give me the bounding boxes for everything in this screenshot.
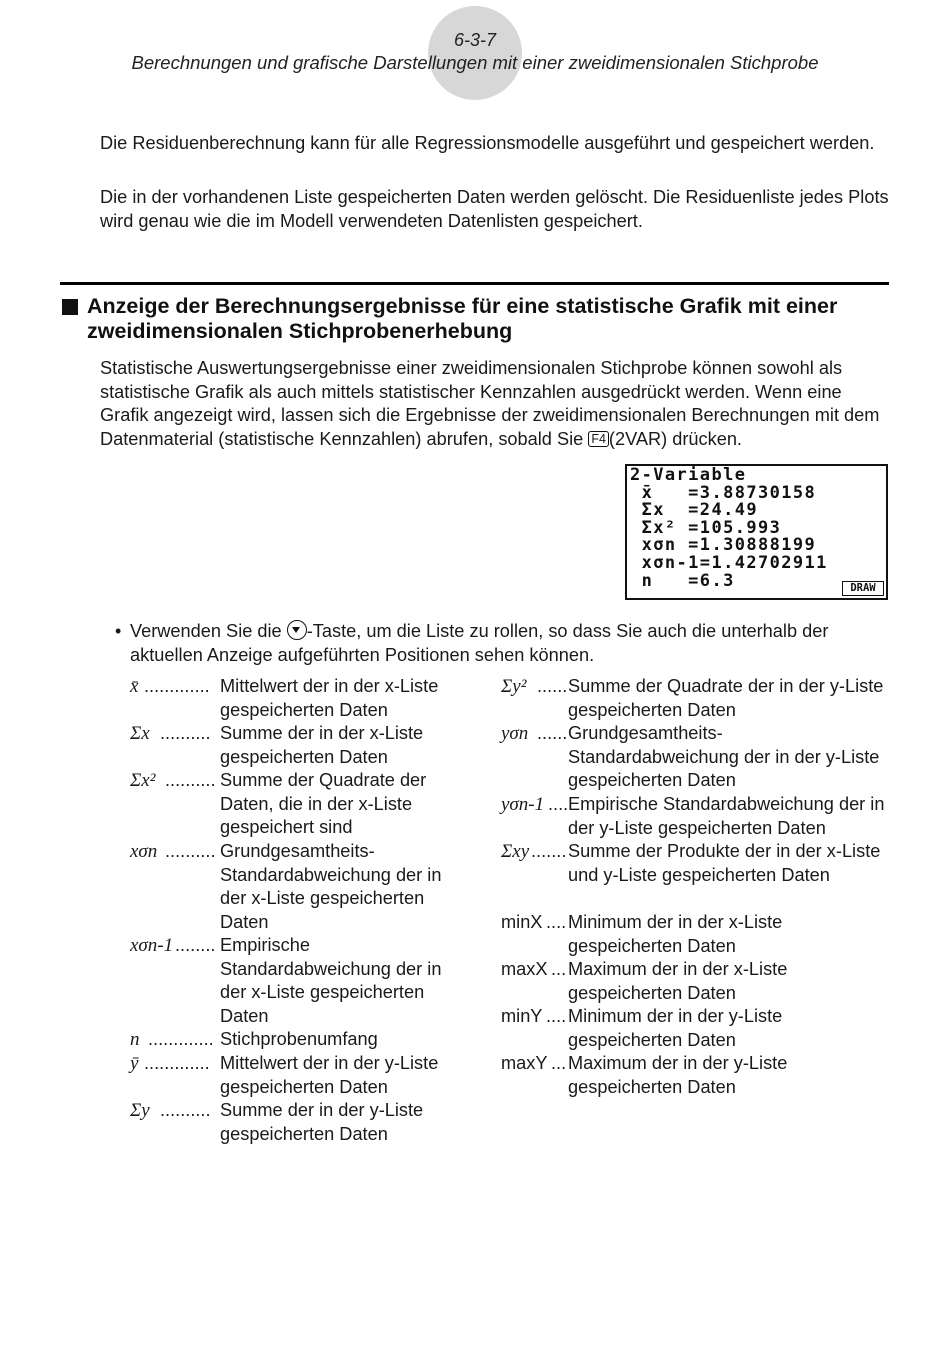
definition-text: Maximum der in der x-Liste gespeicherten Daten [568, 959, 788, 1003]
cursor-down-key-icon [287, 620, 307, 640]
section-body-suffix: (2VAR) drücken. [608, 428, 742, 449]
bullet-text-start: Verwenden Sie die [130, 621, 287, 641]
definition-symbol: Σx [130, 723, 150, 744]
definition-leader: ...... [537, 723, 568, 743]
screen-line: n =6.3 [630, 570, 735, 591]
definition-text: Summe der Produkte der in der x-Liste und y-Liste gespeicherten Daten [568, 841, 881, 885]
section-heading: Anzeige der Berechnungsergebnisse für eine statistische Grafik mit einer zweidimensionalen Stichprobenerhebung [87, 294, 838, 343]
bullet-text-end: -Taste, um die Liste zu rollen, so dass Sie auch die unterhalb der aktuellen Anzeige aufgeführten Positionen sehen können. [130, 621, 829, 665]
definition-text: Grundgesamtheits-Standardabweichung der in der y-Liste gespeicherten Daten [568, 723, 880, 790]
screen-line: xσn =1.30888199 [630, 535, 817, 556]
definition-symbol: n [130, 1029, 140, 1050]
definition-symbol: Σy [130, 1100, 150, 1121]
definition-leader: ...... [537, 676, 568, 696]
definition-leader: .......... [165, 770, 216, 790]
definition-symbol: yσn [501, 723, 529, 744]
screen-line: Σx =24.49 [630, 500, 758, 521]
section-bullet-square-icon [62, 299, 78, 315]
definition-leader: ............. [144, 676, 210, 696]
definition-text: Empirische Standardabweichung der in der x-Liste gespeicherten Daten [220, 935, 442, 1026]
intro-paragraph-1: Die Residuenberechnung kann für alle Regressionsmodelle ausgeführt und gespeichert werden. [100, 133, 875, 153]
screen-line: xσn-1=1.42702911 [630, 552, 828, 573]
bullet-paragraph [130, 620, 890, 667]
screen-line: 2-Variable [630, 465, 747, 485]
definition-leader: .... [548, 794, 569, 814]
definition-text: Summe der in der x-Liste gespeicherten Daten [220, 723, 424, 767]
bullet-dot: • [115, 621, 122, 641]
definition-symbol: maxX [501, 959, 548, 979]
definition-text: Mittelwert der in der x-Liste gespeicherten Daten [220, 676, 439, 720]
definition-symbol: x̄ [130, 676, 139, 697]
section-body-text: Statistische Auswertungsergebnisse einer zweidimensionalen Stichprobe können sowohl als statistische Grafik als auch mittels statistischer Kennzahlen ausgedrückt werden. Wenn eine Grafik angezeigt wird, lassen sich die Ergebnisse der zweidimensionalen Berechnungen mit dem Datenmaterial (statistische Kennzahlen) abrufen, sobald Sie [100, 358, 880, 449]
definition-text: Empirische Standardabweichung der in der y-Liste gespeicherten Daten [568, 794, 885, 838]
definition-text: Summe der Quadrate der Daten, die in der x-Liste gespeichert sind [220, 770, 427, 837]
section-divider [60, 282, 889, 285]
definition-text: Minimum der in der y-Liste gespeicherten Daten [568, 1006, 783, 1050]
definition-symbol: ȳ [130, 1053, 139, 1074]
definition-symbol: minY [501, 1006, 543, 1026]
definition-text: Grundgesamtheits-Standardabweichung der in der x-Liste gespeicherten Daten [220, 841, 442, 932]
definition-text: Minimum der in der x-Liste gespeicherten Daten [568, 912, 783, 956]
definition-leader: ............. [144, 1053, 210, 1073]
f4-key-icon: F4 [588, 431, 609, 447]
screen-line: x̄ =3.88730158 [630, 482, 817, 503]
page-header-title: Berechnungen und grafische Darstellungen mit einer zweidimensionalen Stichprobe [131, 52, 819, 73]
definition-leader: .......... [160, 1100, 211, 1120]
definition-symbol: Σxy [501, 841, 530, 862]
definition-symbol: xσn [130, 841, 158, 862]
calculator-screen [625, 464, 888, 600]
definition-leader: .......... [160, 723, 211, 743]
definition-symbol: minX [501, 912, 543, 932]
definition-text: Mittelwert der in der y-Liste gespeicherten Daten [220, 1053, 439, 1097]
intro-paragraph-2: Die in der vorhandenen Liste gespeicherten Daten werden gelöscht. Die Residuenliste jedes Plots wird genau wie die im Modell verwendeten Datenlisten gespeichert. [100, 187, 889, 231]
definition-symbol: yσn-1 [501, 794, 545, 815]
calculator-screen-lines [630, 467, 828, 590]
definition-leader: ....... [531, 841, 567, 861]
definition-symbol: maxY [501, 1053, 548, 1073]
definition-leader: .... [546, 1006, 567, 1026]
draw-function-label: DRAW [842, 581, 884, 596]
definition-text: Summe der in der y-Liste gespeicherten Daten [220, 1100, 424, 1144]
definition-leader: ... [551, 1053, 567, 1073]
definition-leader: .... [546, 912, 567, 932]
definition-text: Maximum der in der y-Liste gespeicherten Daten [568, 1053, 788, 1097]
section-body [100, 357, 890, 451]
definition-leader: ............. [148, 1029, 214, 1049]
page-number: 6-3-7 [453, 30, 497, 50]
definition-symbol: Σx² [130, 770, 156, 791]
definition-symbol: Σy² [501, 676, 527, 697]
definition-leader: .......... [165, 841, 216, 861]
definition-text: Summe der Quadrate der in der y-Liste gespeicherten Daten [568, 676, 884, 720]
definition-text: Stichprobenumfang [220, 1029, 378, 1049]
definition-symbol: xσn-1 [130, 935, 174, 956]
definition-leader: ... [551, 959, 567, 979]
screen-line: Σx² =105.993 [630, 517, 782, 538]
definition-leader: ........ [175, 935, 216, 955]
